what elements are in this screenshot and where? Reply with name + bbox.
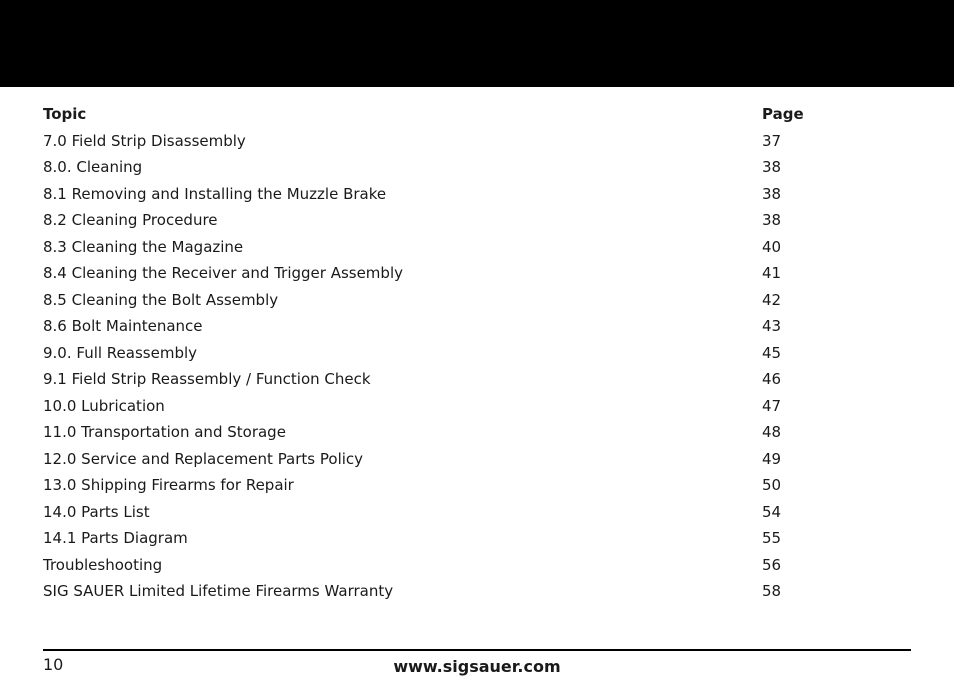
topic-column-header: Topic xyxy=(43,105,87,123)
toc-topic: 14.0 Parts List xyxy=(43,502,150,521)
toc-topic: 8.3 Cleaning the Magazine xyxy=(43,237,244,256)
toc-topic: 9.0. Full Reassembly xyxy=(43,343,198,362)
toc-row xyxy=(43,366,911,393)
toc-page-number: 48 xyxy=(762,423,782,441)
toc-header-row xyxy=(43,101,911,128)
toc-row xyxy=(43,207,911,234)
toc-row xyxy=(43,181,911,208)
toc-row xyxy=(43,393,911,420)
toc-topic: 8.0. Cleaning xyxy=(43,158,143,176)
toc-row xyxy=(43,578,911,605)
toc-page-number: 46 xyxy=(762,370,782,388)
toc-row xyxy=(43,499,911,526)
toc-page-number: 55 xyxy=(762,529,782,547)
header-band xyxy=(0,0,954,87)
toc-topic: 8.2 Cleaning Procedure xyxy=(43,211,218,229)
toc-page-number: 54 xyxy=(762,502,782,521)
toc-topic: 14.1 Parts Diagram xyxy=(43,529,188,547)
toc-row xyxy=(43,287,911,314)
toc-topic: SIG SAUER Limited Lifetime Firearms Warranty xyxy=(43,582,394,600)
toc-page-number: 40 xyxy=(762,237,782,256)
toc-row xyxy=(43,313,911,340)
toc-row xyxy=(43,446,911,473)
toc-page-number: 41 xyxy=(762,264,782,282)
toc-page-number: 38 xyxy=(762,184,782,203)
page-column-header: Page xyxy=(762,105,804,123)
toc-page-number: 49 xyxy=(762,449,782,468)
page-number: 10 xyxy=(43,655,64,674)
toc-topic: 12.0 Service and Replacement Parts Policy xyxy=(43,449,364,468)
toc-page-number: 50 xyxy=(762,476,782,494)
toc-row xyxy=(43,128,911,155)
toc-page-number: 38 xyxy=(762,158,782,176)
toc-row xyxy=(43,234,911,261)
toc-row xyxy=(43,154,911,181)
toc-topic: 8.1 Removing and Installing the Muzzle Brake xyxy=(43,184,387,203)
toc-topic: 7.0 Field Strip Disassembly xyxy=(43,131,246,150)
toc-row xyxy=(43,525,911,552)
toc-row xyxy=(43,340,911,367)
table-of-contents xyxy=(43,101,911,605)
toc-topic: 8.4 Cleaning the Receiver and Trigger Assembly xyxy=(43,264,403,282)
toc-page-number: 37 xyxy=(762,131,782,150)
website-url: www.sigsauer.com xyxy=(393,657,561,676)
toc-topic: 11.0 Transportation and Storage xyxy=(43,423,286,441)
toc-row xyxy=(43,552,911,579)
toc-topic: 8.5 Cleaning the Bolt Assembly xyxy=(43,290,279,309)
toc-row xyxy=(43,472,911,499)
toc-row xyxy=(43,260,911,287)
toc-topic: 8.6 Bolt Maintenance xyxy=(43,317,203,335)
toc-topic: Troubleshooting xyxy=(43,555,163,574)
toc-page-number: 47 xyxy=(762,396,782,415)
footer-divider xyxy=(43,649,911,651)
toc-page-number: 56 xyxy=(762,555,782,574)
toc-page-number: 42 xyxy=(762,290,782,309)
toc-row xyxy=(43,419,911,446)
toc-page-number: 58 xyxy=(762,582,782,600)
toc-topic: 13.0 Shipping Firearms for Repair xyxy=(43,476,294,494)
toc-page-number: 43 xyxy=(762,317,782,335)
toc-page-number: 45 xyxy=(762,343,782,362)
toc-topic: 10.0 Lubrication xyxy=(43,396,165,415)
toc-topic: 9.1 Field Strip Reassembly / Function Check xyxy=(43,370,371,388)
toc-page-number: 38 xyxy=(762,211,782,229)
